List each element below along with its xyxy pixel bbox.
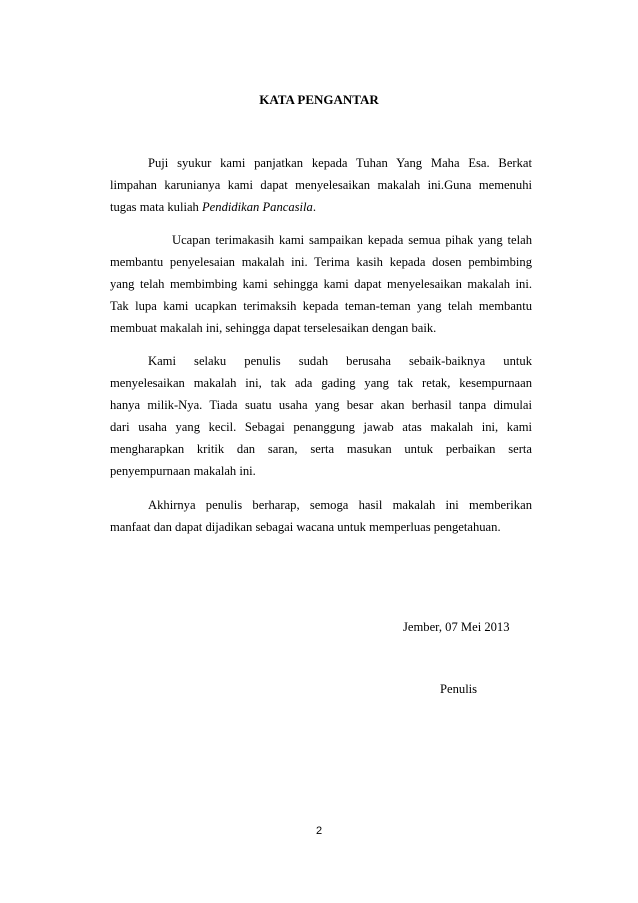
author-signature: Penulis (440, 682, 478, 696)
paragraph-1-line-1: Puji syukur kami panjatkan kepada Tuhan Yang Maha Esa. Berkat (148, 156, 532, 170)
paragraph-1-line-2: limpahan karunianya kami dapat menyelesaikan makalah ini.Guna memenuhi (110, 178, 532, 192)
paragraph-1-line-3 (110, 199, 532, 215)
place-date: Jember, 07 Mei 2013 (403, 620, 510, 634)
paragraph-1-line-3-prefix: tugas mata kuliah (110, 200, 202, 214)
paragraph-4-line-1: Akhirnya penulis berharap, semoga hasil makalah ini memberikan (148, 498, 532, 512)
paragraph-3-line-1: Kami selaku penulis sudah berusaha sebaik-baiknya untuk (148, 354, 532, 368)
paragraph-3-line-2: menyelesaikan makalah ini, tak ada gading yang tak retak, kesempurnaan (110, 376, 532, 390)
page-title: KATA PENGANTAR (259, 92, 379, 107)
paragraph-2-line-2: membantu penyelesaian makalah ini. Terima kasih kepada dosen pembimbing (110, 255, 532, 269)
paragraph-3-line-3: hanya milik-Nya. Tiada suatu usaha yang besar akan berhasil tanpa dimulai (110, 398, 532, 412)
paragraph-3-line-4: dari usaha yang kecil. Sebagai penanggung jawab atas makalah ini, kami (110, 420, 532, 434)
paragraph-3-line-5: mengharapkan kritik dan saran, serta masukan untuk perbaikan serta (110, 442, 532, 456)
page-number: 2 (315, 825, 323, 837)
paragraph-2-line-4: Tak lupa kami ucapkan terimaksih kepada teman-teman yang telah membantu (110, 299, 532, 313)
paragraph-4-line-2: manfaat dan dapat dijadikan sebagai wacana untuk memperluas pengetahuan. (110, 520, 501, 534)
paragraph-2-line-3: yang telah membimbing kami sehingga kami dapat menyelesaikan makalah ini. (110, 277, 532, 291)
paragraph-1-line-3-suffix: . (312, 200, 317, 214)
paragraph-2-line-5: membuat makalah ini, sehingga dapat terselesaikan dengan baik. (110, 321, 437, 335)
paragraph-3-line-6: penyempurnaan makalah ini. (110, 464, 256, 478)
paragraph-2-line-1: Ucapan terimakasih kami sampaikan kepada semua pihak yang telah (172, 233, 532, 247)
course-name: Pendidikan Pancasila (201, 200, 313, 214)
